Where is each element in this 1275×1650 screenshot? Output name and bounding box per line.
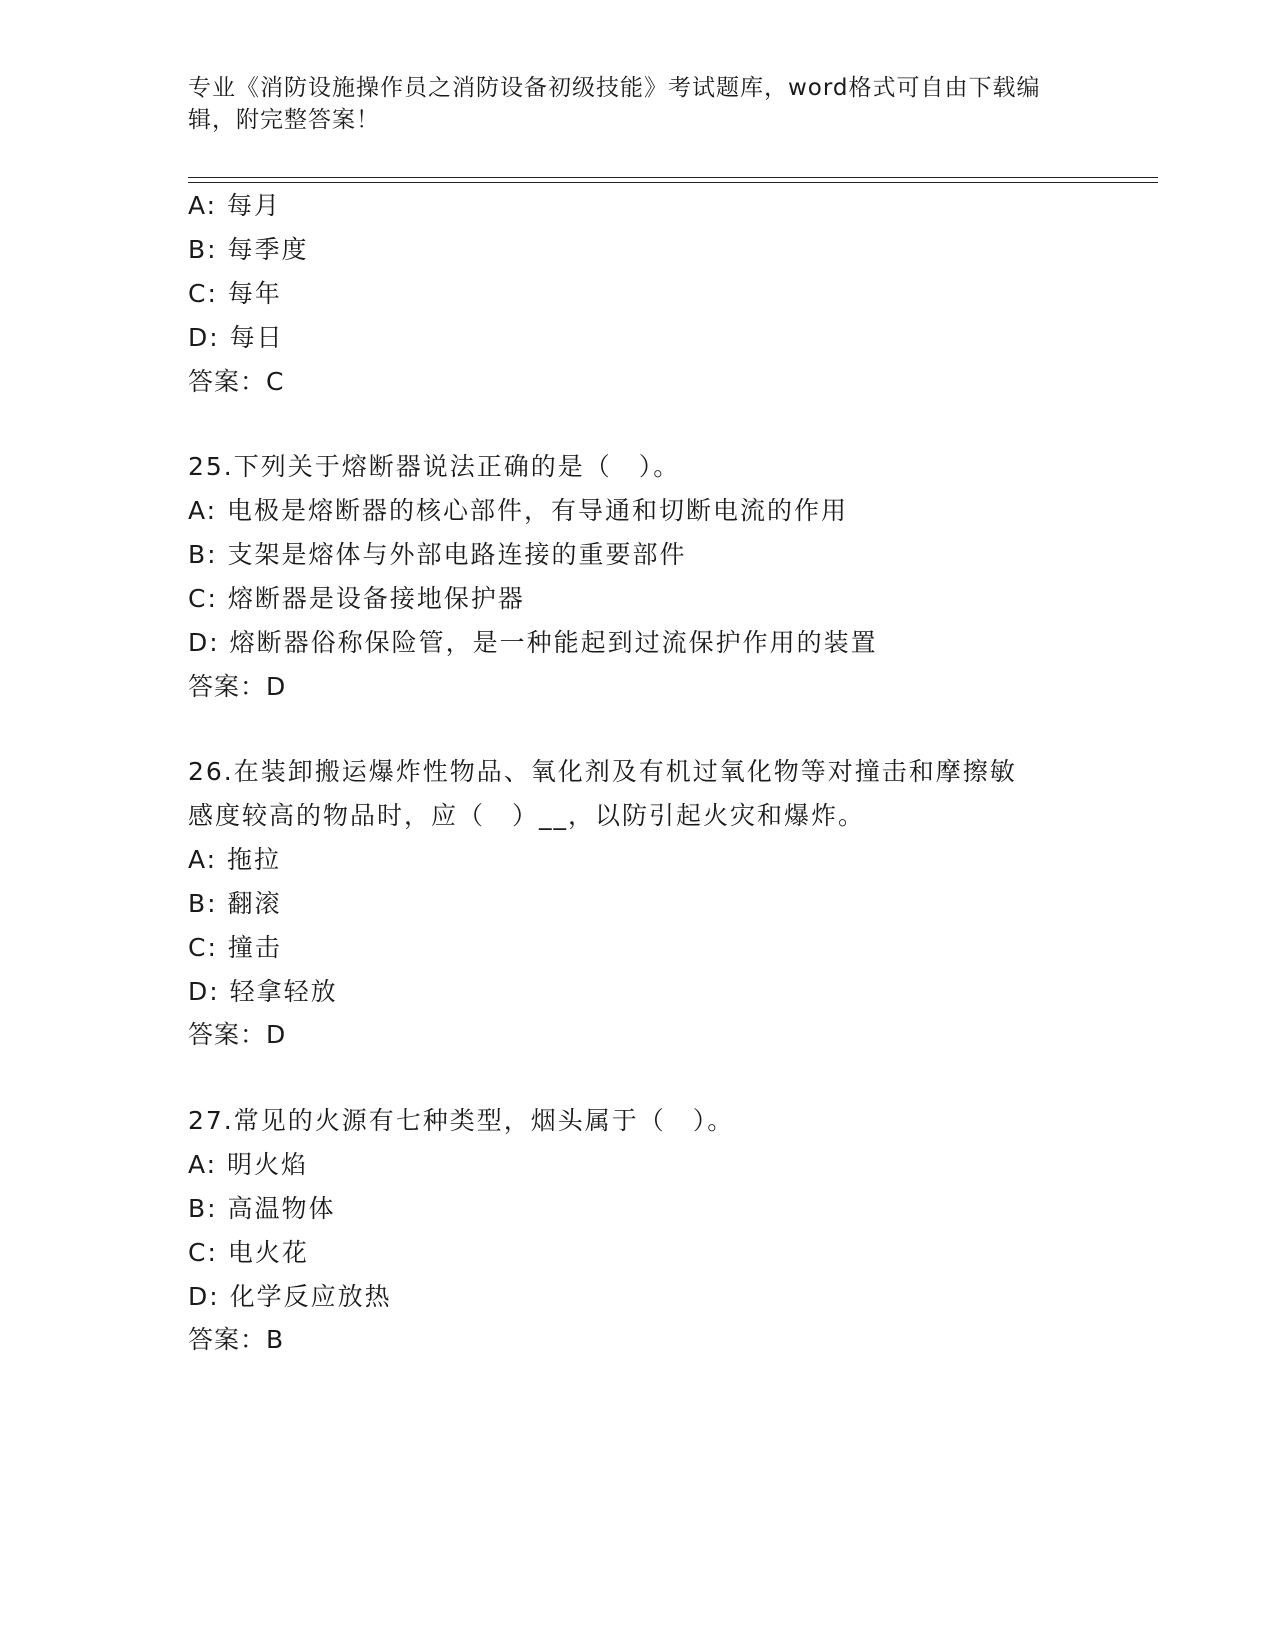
q27-option-d: D: 化学反应放热 [188, 1282, 392, 1311]
q26-option-a: A: 拖拉 [188, 845, 282, 874]
q27-answer: 答案：B [188, 1325, 285, 1354]
q25-option-d: D: 熔断器俗称保险管，是一种能起到过流保护作用的装置 [188, 628, 878, 657]
q25-option-a: A: 电极是熔断器的核心部件，有导通和切断电流的作用 [188, 496, 849, 525]
q24-option-a: A: 每月 [188, 191, 282, 220]
q24-option-c: C: 每年 [188, 279, 282, 308]
q24-option-b: B: 每季度 [188, 235, 309, 264]
q25-option-b: B: 支架是熔体与外部电路连接的重要部件 [188, 540, 687, 569]
header-divider-top [188, 177, 1158, 178]
q26-option-c: C: 撞击 [188, 933, 282, 962]
q27-stem: 27.常见的火源有七种类型，烟头属于（ ）。 [188, 1106, 735, 1135]
header-divider-bottom [188, 182, 1158, 183]
q26-stem-line-1: 26.在装卸搬运爆炸性物品、氧化剂及有机过氧化物等对撞击和摩擦敏 [188, 757, 1017, 786]
header-line-1: 专业《消防设施操作员之消防设备初级技能》考试题库，word格式可自由下载编 [188, 75, 1041, 101]
q25-option-c: C: 熔断器是设备接地保护器 [188, 584, 525, 613]
header-line-2: 辑，附完整答案！ [188, 107, 380, 133]
q26-stem-line-2: 感度较高的物品时，应（ ）__，以防引起火灾和爆炸。 [188, 801, 866, 830]
q26-option-d: D: 轻拿轻放 [188, 977, 338, 1006]
q27-option-c: C: 电火花 [188, 1238, 309, 1267]
q27-option-a: A: 明火焰 [188, 1150, 309, 1179]
q27-option-b: B: 高温物体 [188, 1194, 336, 1223]
q24-answer: 答案：C [188, 367, 285, 396]
q26-option-b: B: 翻滚 [188, 889, 282, 918]
q24-option-d: D: 每日 [188, 323, 284, 352]
q26-answer: 答案：D [188, 1020, 287, 1049]
document-header [188, 72, 1088, 136]
q25-answer: 答案：D [188, 672, 287, 701]
q25-stem: 25.下列关于熔断器说法正确的是（ ）。 [188, 452, 681, 481]
